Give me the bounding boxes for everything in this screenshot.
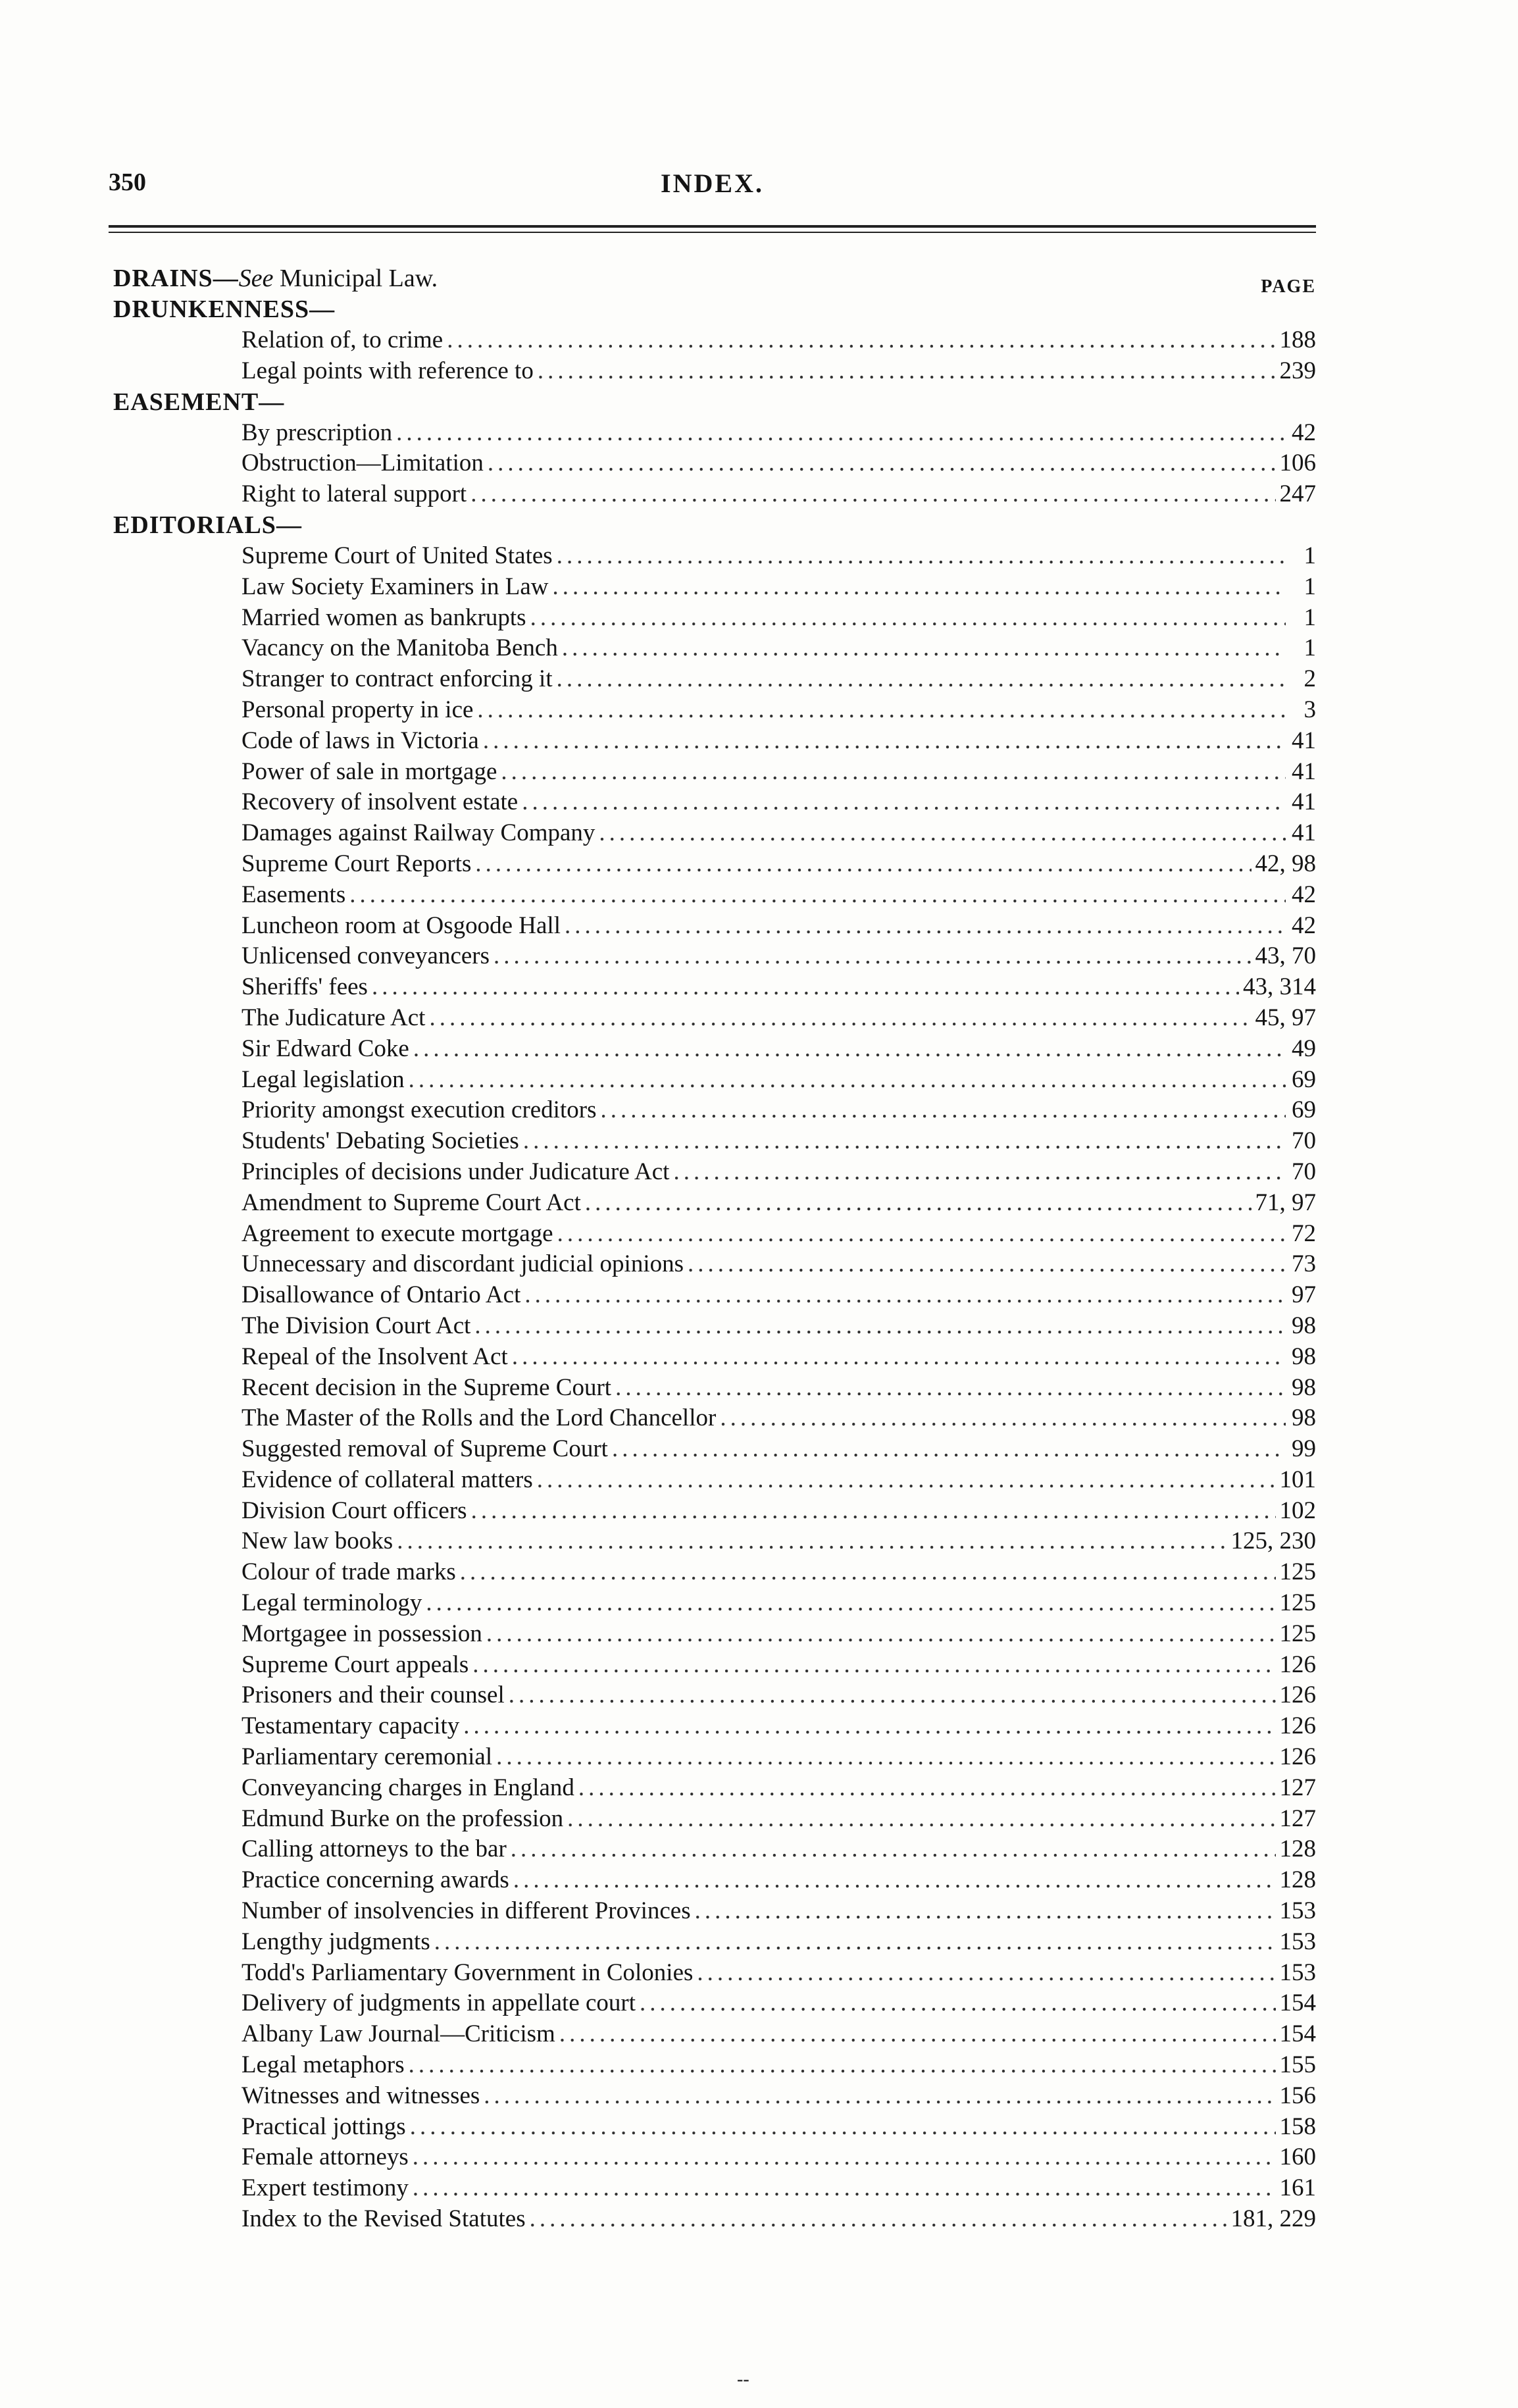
index-heading-easement: EASEMENT— (113, 388, 285, 416)
entry-page-numbers: 161 (1279, 2174, 1316, 2202)
entry-page-numbers: 126 (1279, 1743, 1316, 1771)
dot-leader (475, 849, 1251, 880)
entry-label: Principles of decisions under Judicature Act (241, 1158, 670, 1185)
dot-leader (471, 1496, 1276, 1527)
entry-label: Easements (241, 881, 346, 908)
entry-label: Colour of trade marks (241, 1558, 456, 1586)
entry-label: Code of laws in Victoria (241, 727, 479, 754)
entry-page-numbers: 125 (1279, 1589, 1316, 1617)
index-entry (241, 1773, 1316, 1804)
index-entry (241, 1188, 1316, 1219)
index-entry (241, 972, 1316, 1003)
index-entry (241, 1526, 1316, 1557)
entry-page-numbers: 98 (1292, 1343, 1316, 1370)
dot-leader (695, 1896, 1276, 1927)
entry-label: Practical jottings (241, 2113, 406, 2140)
entry-page-numbers: 106 (1279, 449, 1316, 477)
entry-page-numbers: 45, 97 (1255, 1004, 1316, 1031)
entry-label: Calling attorneys to the bar (241, 1835, 507, 1863)
entry-label: Sir Edward Coke (241, 1035, 409, 1062)
dot-leader (493, 941, 1251, 972)
entry-label: The Division Court Act (241, 1312, 471, 1339)
see-reference-word: See (238, 265, 274, 292)
page-header (109, 168, 1316, 207)
entry-label: Evidence of collateral matters (241, 1466, 533, 1493)
index-entry (241, 1434, 1316, 1465)
dot-leader (557, 541, 1286, 572)
dot-leader (397, 1526, 1227, 1557)
dot-leader (522, 787, 1286, 818)
entry-label: Division Court officers (241, 1497, 467, 1524)
entry-page-numbers: 158 (1279, 2113, 1316, 2140)
entry-page-numbers: 41 (1292, 757, 1316, 785)
entry-page-numbers: 3 (1303, 696, 1316, 723)
dot-leader (562, 633, 1286, 664)
entry-label: Female attorneys (241, 2143, 409, 2171)
entry-label: Married women as bankrupts (241, 603, 526, 631)
dot-leader (410, 2112, 1276, 2143)
entry-page-numbers: 125 (1279, 1558, 1316, 1586)
index-entry (241, 1619, 1316, 1650)
index-entry (241, 2204, 1316, 2235)
index-entry (241, 941, 1316, 972)
entry-label: Albany Law Journal—Criticism (241, 2020, 555, 2048)
index-entry (241, 356, 1316, 387)
dot-leader (509, 1680, 1276, 1711)
entry-label: Sheriffs' fees (241, 973, 368, 1001)
dot-leader (470, 479, 1275, 510)
entry-page-numbers: 126 (1279, 1712, 1316, 1740)
index-entry (241, 1403, 1316, 1434)
dot-leader (557, 664, 1286, 695)
index-entry (241, 1280, 1316, 1311)
index-entry (241, 695, 1316, 726)
header-rule-thin (109, 232, 1316, 233)
entry-page-numbers: 1 (1303, 603, 1316, 631)
dot-leader (720, 1403, 1286, 1434)
dot-leader (429, 1003, 1251, 1034)
entry-label: Prisoners and their counsel (241, 1681, 505, 1709)
dot-leader (409, 2050, 1276, 2081)
entry-page-numbers: 101 (1279, 1466, 1316, 1493)
entry-page-numbers: 41 (1292, 819, 1316, 847)
entry-label: Supreme Court of United States (241, 542, 553, 569)
entry-page-numbers: 69 (1292, 1065, 1316, 1093)
dot-leader (447, 325, 1275, 356)
dot-leader (673, 1157, 1286, 1188)
dot-leader (524, 1280, 1286, 1311)
entry-page-numbers: 154 (1279, 1989, 1316, 2017)
index-group-easement (113, 418, 1316, 510)
dot-leader (409, 1065, 1286, 1096)
dot-leader (484, 2081, 1275, 2112)
entry-page-numbers: 125 (1279, 1620, 1316, 1647)
entry-label: Lengthy judgments (241, 1928, 430, 1955)
entry-label: Unlicensed conveyancers (241, 942, 490, 970)
entry-page-numbers: 41 (1292, 788, 1316, 816)
dot-leader (585, 1188, 1252, 1219)
entry-page-numbers: 160 (1279, 2143, 1316, 2171)
entry-page-numbers: 156 (1279, 2082, 1316, 2109)
entry-page-numbers: 98 (1292, 1373, 1316, 1401)
index-heading-drains (113, 263, 1316, 294)
index-entry (241, 2081, 1316, 2112)
index-entry (241, 787, 1316, 818)
dot-leader (567, 1804, 1275, 1835)
dot-leader (501, 757, 1286, 788)
entry-label: Right to lateral support (241, 480, 467, 508)
index-entry (241, 2173, 1316, 2204)
index-entry (241, 633, 1316, 664)
index-entry (241, 757, 1316, 788)
entry-label: Legal legislation (241, 1065, 405, 1093)
entry-page-numbers: 153 (1279, 1928, 1316, 1955)
index-entry (241, 1896, 1316, 1927)
index-entry (241, 1065, 1316, 1096)
entry-page-numbers: 42 (1292, 881, 1316, 908)
entry-page-numbers: 72 (1292, 1219, 1316, 1247)
entry-label: Relation of, to crime (241, 326, 443, 353)
entry-label: Supreme Court appeals (241, 1651, 469, 1678)
dot-leader (599, 818, 1286, 849)
entry-page-numbers: 98 (1292, 1404, 1316, 1432)
index-entry (241, 1465, 1316, 1496)
dot-leader (523, 1126, 1286, 1157)
index-entry (241, 1834, 1316, 1865)
dot-leader (538, 356, 1276, 387)
dot-leader (697, 1958, 1275, 1989)
dot-leader (426, 1588, 1275, 1619)
entry-label: By prescription (241, 419, 393, 446)
dot-leader (486, 1619, 1276, 1650)
entry-label: The Master of the Rolls and the Lord Chancellor (241, 1404, 717, 1432)
running-title: INDEX. (661, 168, 764, 198)
entry-page-numbers: 239 (1279, 357, 1316, 384)
entry-page-numbers: 125, 230 (1230, 1527, 1316, 1555)
index-group-editorials (113, 541, 1316, 2235)
dot-leader (615, 1373, 1286, 1404)
dot-leader (537, 1465, 1276, 1496)
entry-label: Edmund Burke on the profession (241, 1805, 564, 1832)
entry-page-numbers: 70 (1292, 1127, 1316, 1155)
dot-leader (477, 695, 1286, 726)
entry-page-numbers: 154 (1279, 2020, 1316, 2048)
entry-page-numbers: 1 (1303, 542, 1316, 569)
entry-label: Practice concerning awards (241, 1866, 509, 1894)
entry-page-numbers: 247 (1279, 480, 1316, 508)
entry-page-numbers: 99 (1292, 1435, 1316, 1463)
entry-label: Conveyancing charges in England (241, 1774, 574, 1801)
index-entry (241, 1742, 1316, 1773)
entry-label: Number of insolvencies in different Provinces (241, 1897, 691, 1925)
entry-label: Recent decision in the Supreme Court (241, 1373, 612, 1401)
entry-label: Disallowance of Ontario Act (241, 1281, 521, 1309)
entry-page-numbers: 102 (1279, 1497, 1316, 1524)
index-entry (241, 418, 1316, 449)
entry-page-numbers: 181, 229 (1230, 2205, 1316, 2233)
entry-page-numbers: 1 (1303, 634, 1316, 662)
entry-page-numbers: 128 (1279, 1835, 1316, 1863)
dot-leader (372, 972, 1239, 1003)
entry-label: The Judicature Act (241, 1004, 426, 1031)
entry-label: Todd's Parliamentary Government in Colonies (241, 1959, 694, 1986)
header-rule (109, 225, 1316, 228)
entry-page-numbers: 42, 98 (1255, 850, 1316, 877)
index-entry (241, 880, 1316, 911)
dot-leader (512, 1342, 1286, 1373)
index-entry (241, 818, 1316, 849)
index-entry (241, 572, 1316, 603)
dot-leader (434, 1927, 1276, 1958)
heading-label: DRAINS— (113, 265, 239, 292)
dot-leader (472, 1650, 1275, 1681)
index-entry (241, 1496, 1316, 1527)
entry-label: Unnecessary and discordant judicial opinions (241, 1250, 684, 1278)
entry-label: Amendment to Supreme Court Act (241, 1189, 581, 1216)
entry-page-numbers: 128 (1279, 1866, 1316, 1894)
dot-leader (463, 1711, 1275, 1742)
dot-leader (483, 726, 1286, 757)
dot-leader (413, 1034, 1286, 1065)
entry-page-numbers: 42 (1292, 419, 1316, 446)
entry-label: Agreement to execute mortgage (241, 1219, 553, 1247)
index-entry (241, 911, 1316, 942)
entry-label: New law books (241, 1527, 393, 1555)
entry-label: Vacancy on the Manitoba Bench (241, 634, 558, 662)
index-entry (241, 2050, 1316, 2081)
entry-page-numbers: 127 (1279, 1805, 1316, 1832)
entry-label: Supreme Court Reports (241, 850, 472, 877)
index-entry (241, 1804, 1316, 1835)
entry-page-numbers: 1 (1303, 573, 1316, 600)
index-entry (241, 1034, 1316, 1065)
entry-page-numbers: 127 (1279, 1774, 1316, 1801)
entry-page-numbers: 43, 314 (1243, 973, 1316, 1001)
dot-leader (349, 880, 1286, 911)
index-entry (241, 1865, 1316, 1896)
entry-page-numbers: 153 (1279, 1897, 1316, 1925)
entry-label: Suggested removal of Supreme Court (241, 1435, 608, 1463)
entry-label: Recovery of insolvent estate (241, 788, 519, 816)
dot-leader (488, 448, 1276, 479)
dot-leader (600, 1095, 1286, 1126)
see-reference-target: Municipal Law. (273, 265, 438, 292)
dot-leader (413, 2173, 1276, 2204)
index-heading-editorials: EDITORIALS— (113, 511, 302, 539)
index-entry (241, 1557, 1316, 1588)
index-entry (241, 1095, 1316, 1126)
entry-label: Luncheon room at Osgoode Hall (241, 911, 561, 939)
dot-leader (530, 2204, 1227, 2235)
index-entry (241, 726, 1316, 757)
entry-page-numbers: 71, 97 (1255, 1189, 1316, 1216)
dot-leader (552, 572, 1286, 603)
index-entry (241, 1157, 1316, 1188)
index-entry (241, 2019, 1316, 2050)
index-entry (241, 2142, 1316, 2173)
index-entry (241, 479, 1316, 510)
dot-leader (557, 1219, 1286, 1250)
entry-label: Priority amongst execution creditors (241, 1096, 597, 1124)
dot-leader (460, 1557, 1276, 1588)
index-entry (241, 1249, 1316, 1280)
dot-leader (496, 1742, 1275, 1773)
page-number: 350 (109, 168, 146, 196)
index-entry (241, 1219, 1316, 1250)
dot-leader (559, 2019, 1276, 2050)
entry-label: Witnesses and witnesses (241, 2082, 480, 2109)
entry-label: Stranger to contract enforcing it (241, 665, 553, 693)
index-entry (241, 448, 1316, 479)
entry-label: Legal terminology (241, 1589, 422, 1617)
entry-label: Personal property in ice (241, 696, 474, 723)
entry-label: Legal metaphors (241, 2051, 405, 2079)
entry-page-numbers: 49 (1292, 1035, 1316, 1062)
dot-leader (688, 1249, 1286, 1280)
index-entry (241, 603, 1316, 634)
entry-label: Legal points with reference to (241, 357, 534, 384)
entry-page-numbers: 126 (1279, 1681, 1316, 1709)
index-entry (241, 1126, 1316, 1157)
index-entry (241, 1711, 1316, 1742)
index-entry (241, 1927, 1316, 1958)
index-entry (241, 849, 1316, 880)
index-entry (241, 1988, 1316, 2019)
dot-leader (640, 1988, 1275, 2019)
entry-label: Power of sale in mortgage (241, 757, 497, 785)
dot-leader (578, 1773, 1276, 1804)
entry-label: Repeal of the Insolvent Act (241, 1343, 508, 1370)
entry-page-numbers: 97 (1292, 1281, 1316, 1309)
index-entry (241, 1373, 1316, 1404)
entry-page-numbers: 41 (1292, 727, 1316, 754)
entry-label: Students' Debating Societies (241, 1127, 519, 1155)
entry-page-numbers: 69 (1292, 1096, 1316, 1124)
index-entry (241, 2112, 1316, 2143)
entry-page-numbers: 98 (1292, 1312, 1316, 1339)
entry-page-numbers: 73 (1292, 1250, 1316, 1278)
entry-label: Law Society Examiners in Law (241, 573, 549, 600)
entry-label: Index to the Revised Statutes (241, 2205, 526, 2233)
entry-label: Testamentary capacity (241, 1712, 460, 1740)
index-entry (241, 1342, 1316, 1373)
entry-page-numbers: 153 (1279, 1959, 1316, 1986)
index-entry (241, 1958, 1316, 1989)
entry-label: Expert testimony (241, 2174, 409, 2202)
entry-label: Damages against Railway Company (241, 819, 595, 847)
entry-page-numbers: 188 (1279, 326, 1316, 353)
index-entry (241, 325, 1316, 356)
index-entry (241, 541, 1316, 572)
page-column-heading: PAGE (1261, 276, 1316, 297)
entry-label: Delivery of judgments in appellate court (241, 1989, 636, 2017)
index-entry (241, 1680, 1316, 1711)
entry-page-numbers: 43, 70 (1255, 942, 1316, 970)
index-entry (241, 1650, 1316, 1681)
dot-leader (513, 1865, 1276, 1896)
entry-page-numbers: 42 (1292, 911, 1316, 939)
entry-label: Parliamentary ceremonial (241, 1743, 493, 1771)
entry-page-numbers: 2 (1303, 665, 1316, 693)
dot-leader (511, 1834, 1276, 1865)
index-heading-drunkenness: DRUNKENNESS— (113, 295, 336, 323)
entry-page-numbers: 126 (1279, 1651, 1316, 1678)
dot-leader (474, 1311, 1286, 1342)
entry-page-numbers: 155 (1279, 2051, 1316, 2079)
dot-leader (612, 1434, 1286, 1465)
entry-label: Mortgagee in possession (241, 1620, 482, 1647)
index-entry (241, 1003, 1316, 1034)
index-entry (241, 1588, 1316, 1619)
index-entry (241, 664, 1316, 695)
dot-leader (530, 603, 1286, 634)
dot-leader (413, 2142, 1276, 2173)
dot-leader (565, 911, 1286, 942)
dot-leader (396, 418, 1286, 449)
footer-mark: -- (737, 2369, 749, 2390)
index-entry (241, 1311, 1316, 1342)
entry-label: Obstruction—Limitation (241, 449, 484, 477)
index-list (113, 263, 1316, 2235)
entry-page-numbers: 70 (1292, 1158, 1316, 1185)
index-group-drunkenness (113, 325, 1316, 387)
